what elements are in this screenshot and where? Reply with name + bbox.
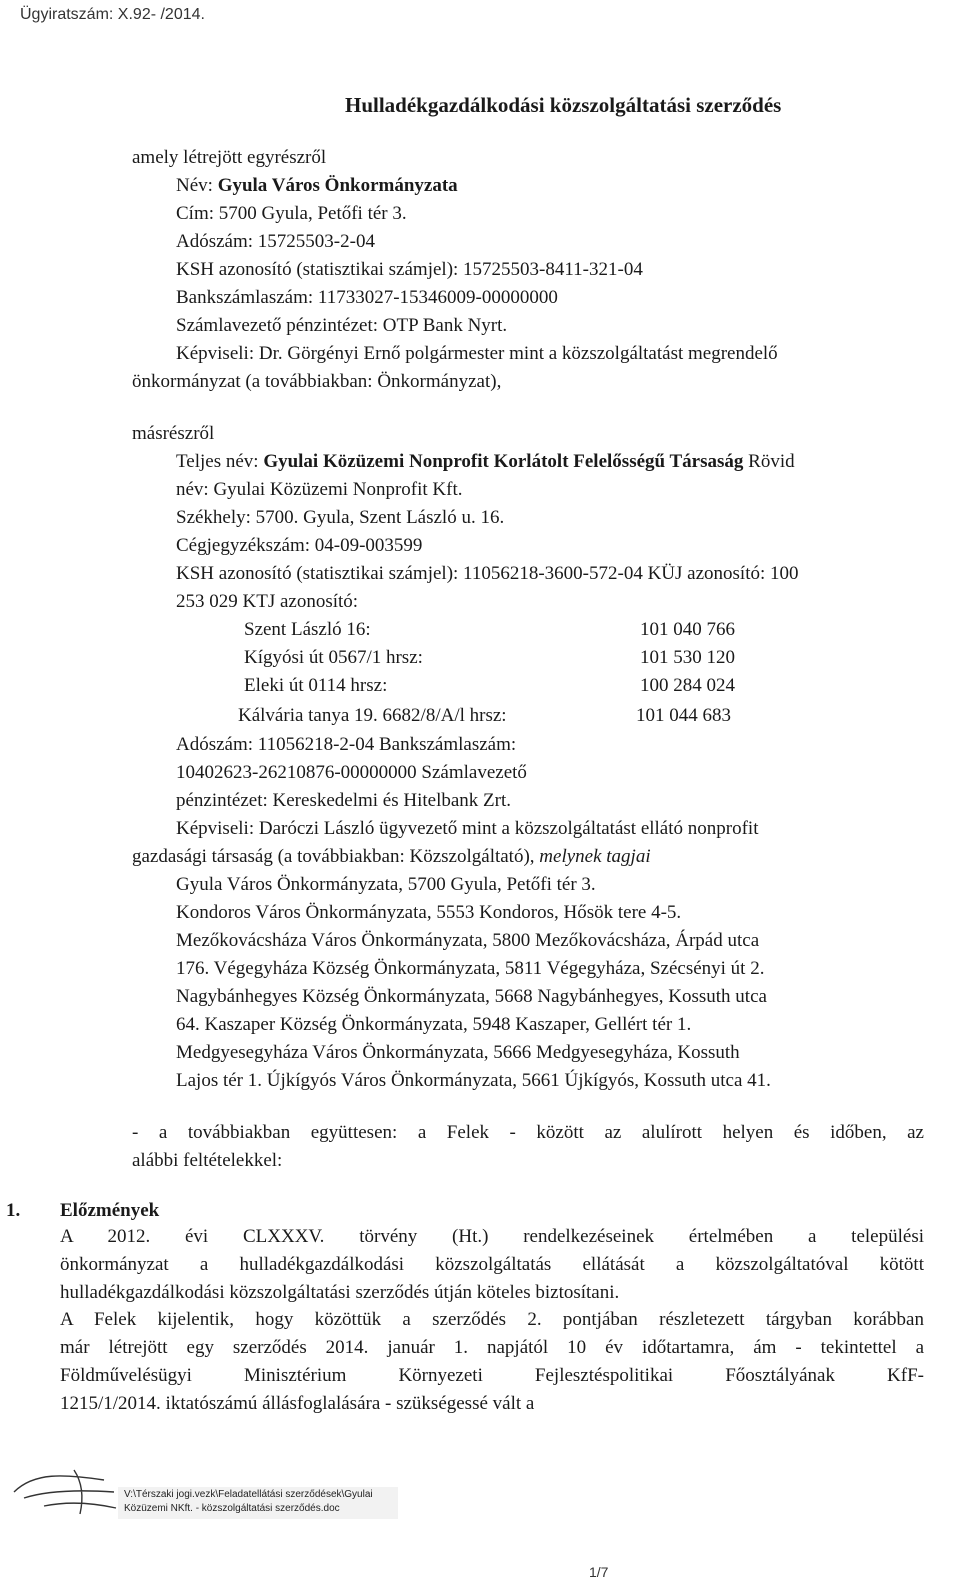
member-line: Lajos tér 1. Újkígyós Város Önkormányzata, 5661 Újkígyós, Kossuth utca 41. (176, 1070, 771, 1091)
party2-full-name (176, 447, 795, 476)
member-line: Medgyesegyháza Város Önkormányzata, 5666 Medgyesegyháza, Kossuth (176, 1042, 740, 1063)
parties-together: - a továbbiakban együttesen: a Felek - között az alulírott helyen és időben, az (132, 1122, 924, 1143)
section1-paragraph-line: A Felek kijelentik, hogy közöttük a szerződés 2. pontjában részletezett tárgyban korábban (60, 1309, 924, 1330)
section-heading: Előzmények (60, 1200, 160, 1221)
party1-tax-no: Adószám: 15725503-2-04 (176, 231, 375, 252)
party2-rep-members-intro: melynek tagjai (539, 846, 651, 867)
section1-paragraph-line: már létrejött egy szerződés 2014. január 1. napjától 10 év időtartamra, ám - tekintettel a (60, 1337, 924, 1358)
member-line: 64. Kaszaper Község Önkormányzata, 5948 Kaszaper, Gellért tér 1. (176, 1014, 692, 1035)
ktj-site: Kálvária tanya 19. 6682/8/A/l hrsz: (238, 705, 507, 726)
member-line: Nagybánhegyes Község Önkormányzata, 5668 Nagybánhegyes, Kossuth utca (176, 986, 767, 1007)
party2-ksh-cont: 253 029 KTJ azonosító: (176, 591, 359, 612)
party2-rep-text: gazdasági társaság (a továbbiakban: Közszolgáltató), (132, 846, 535, 867)
section1-paragraph-line: hulladékgazdálkodási közszolgáltatási szerződés útján köteles biztosítani. (60, 1282, 620, 1303)
ktj-site: Eleki út 0114 hrsz: (244, 675, 388, 696)
section1-paragraph-line: A 2012. évi CLXXXV. törvény (Ht.) rendelkezéseinek értelmében a települési (60, 1226, 924, 1247)
party2-tax-cont: 10402623-26210876-00000000 Számlavezető (176, 762, 527, 783)
ktj-site: Kígyósi út 0567/1 hrsz: (244, 647, 423, 668)
member-line: Mezőkovácsháza Város Önkormányzata, 5800 Mezőkovácsháza, Árpád utca (176, 930, 760, 951)
party2-short-label: Rövid (748, 451, 795, 472)
party1-ksh: KSH azonosító (statisztikai számjel): 15725503-8411-321-04 (176, 259, 643, 280)
party2-tax: Adószám: 11056218-2-04 Bankszámlaszám: (176, 734, 517, 755)
party1-bank-account: Bankszámlaszám: 11733027-15346009-00000000 (176, 287, 558, 308)
ktj-site: Szent László 16: (244, 619, 371, 640)
party1-representative: Képviseli: Dr. Görgényi Ernő polgármester mint a közszolgáltatást megrendelő (176, 343, 778, 364)
party2-representative-cont (132, 842, 651, 871)
section1-paragraph-line: önkormányzat a hulladékgazdálkodási közszolgáltatás ellátását a közszolgáltatóval kötött (60, 1254, 924, 1275)
file-reference: Ügyiratszám: X.92- /2014. (20, 6, 205, 23)
party2-representative: Képviseli: Daróczi László ügyvezető mint a közszolgáltatást ellátó nonprofit (176, 818, 759, 839)
ktj-id: 100 284 024 (640, 675, 735, 696)
file-path-stamp: V:\Térszaki jogi.vezk\Feladatellátási szerződések\Gyulai Közüzemi NKft. - közszolgáltatási szerződés.doc (118, 1487, 398, 1519)
party2-ksh: KSH azonosító (statisztikai számjel): 11056218-3600-572-04 KÜJ azonosító: 100 (176, 563, 799, 584)
parties-together-cont: alábbi feltételekkel: (132, 1150, 283, 1171)
ktj-id: 101 530 120 (640, 647, 735, 668)
signature-scribble-icon (4, 1462, 124, 1522)
member-line: 176. Végegyháza Község Önkormányzata, 5811 Végegyháza, Szécsényi út 2. (176, 958, 765, 979)
document-title: Hulladékgazdálkodási közszolgáltatási szerződés (345, 93, 782, 117)
party2-seat: Székhely: 5700. Gyula, Szent László u. 16. (176, 507, 505, 528)
member-line: Gyula Város Önkormányzata, 5700 Gyula, Petőfi tér 3. (176, 874, 596, 895)
party1-name-value: Gyula Város Önkormányzata (217, 175, 458, 196)
party2-short-name: név: Gyulai Közüzemi Nonprofit Kft. (176, 479, 463, 500)
party2-intro: másrészről (132, 423, 215, 444)
page-number: 1/7 (589, 1564, 609, 1580)
ktj-id: 101 044 683 (636, 705, 731, 726)
section1-paragraph-line: Földművelésügyi Minisztérium Környezeti Fejlesztéspolitikai Főosztályának KfF- (60, 1365, 924, 1386)
party2-company-reg: Cégjegyzékszám: 04-09-003599 (176, 535, 423, 556)
party1-intro: amely létrejött egyrészről (132, 147, 327, 168)
party1-name-label: Név: (176, 175, 213, 196)
party2-full-name-value: Gyulai Közüzemi Nonprofit Korlátolt Felelősségű Társaság (263, 451, 744, 472)
party2-bank: pénzintézet: Kereskedelmi és Hitelbank Zrt. (176, 790, 512, 811)
section-number: 1. (6, 1200, 21, 1221)
party1-address: Cím: 5700 Gyula, Petőfi tér 3. (176, 203, 407, 224)
party1-name (176, 171, 458, 200)
section1-paragraph-line: 1215/1/2014. iktatószámú állásfoglalására - szükségessé vált a (60, 1393, 535, 1414)
party2-full-name-label: Teljes név: (176, 451, 259, 472)
member-line: Kondoros Város Önkormányzata, 5553 Kondoros, Hősök tere 4-5. (176, 902, 682, 923)
party1-bank: Számlavezető pénzintézet: OTP Bank Nyrt. (176, 315, 508, 336)
party1-representative-cont: önkormányzat (a továbbiakban: Önkormányzat), (132, 371, 502, 392)
ktj-id: 101 040 766 (640, 619, 735, 640)
